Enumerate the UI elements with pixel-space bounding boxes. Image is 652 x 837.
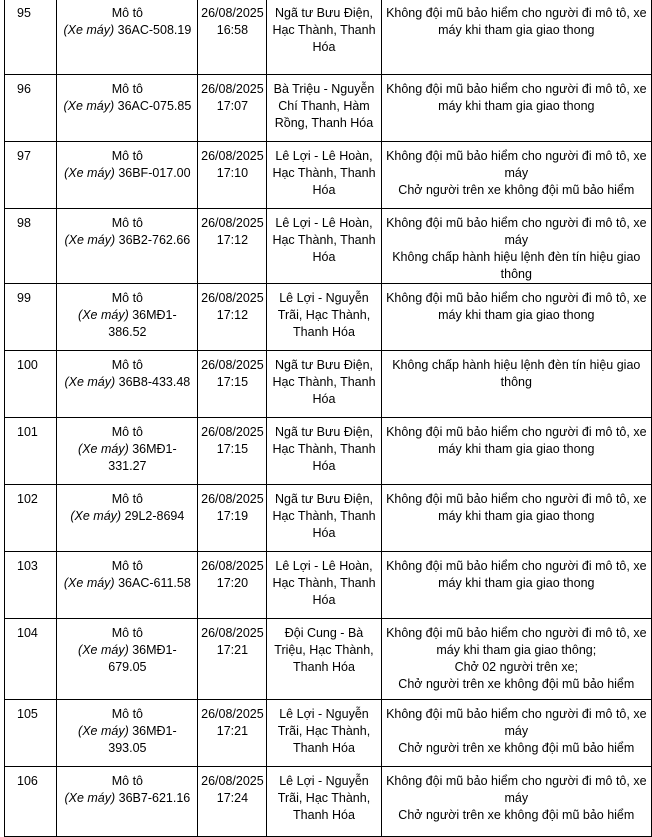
vehicle-type-plate [59, 441, 195, 475]
location-line: Hạc Thành, Thanh [272, 375, 376, 389]
location-line: Hóa [312, 40, 336, 54]
row-number: 103 [17, 559, 38, 573]
license-plate: 36B8-433.48 [118, 375, 191, 389]
vehicle-cell [57, 418, 198, 485]
vehicle-type-plate [59, 723, 195, 757]
location-line: Hạc Thành, Thanh [272, 233, 376, 247]
datetime-cell [198, 552, 267, 619]
location-cell [267, 142, 381, 209]
location-line: Ngã tư Bưu Điện, [274, 492, 373, 506]
violation-line: Chở người trên xe không đội mũ bảo hiểm [398, 677, 635, 691]
row-number-cell [5, 767, 57, 837]
datetime-cell [198, 418, 267, 485]
vehicle-type-plate [59, 22, 195, 39]
violation-cell [381, 0, 651, 75]
location-line: Lê Lợi - Lê Hoàn, [275, 559, 373, 573]
location-line: Hạc Thành, Thanh [272, 442, 376, 456]
location-line: Lê Lợi - Lê Hoàn, [275, 216, 373, 230]
license-plate: 36AC-508.19 [117, 23, 192, 37]
datetime-cell [198, 142, 267, 209]
row-number: 98 [17, 216, 31, 230]
violation-line: Chở người trên xe không đội mũ bảo hiểm [398, 741, 635, 755]
vehicle-kind: Mô tô [111, 291, 143, 305]
row-number: 96 [17, 82, 31, 96]
violation-line: Không đội mũ bảo hiểm cho người đi mô tô, xe [386, 626, 647, 640]
location-line: Chí Thanh, Hàm [278, 99, 370, 113]
vehicle-type-plate [59, 508, 195, 525]
datetime-cell [198, 209, 267, 284]
vehicle-type: (Xe máy) [63, 99, 115, 113]
location-line: Hạc Thành, Thanh [272, 509, 376, 523]
vehicle-cell [57, 142, 198, 209]
table-row [5, 418, 652, 485]
violation-cell [381, 142, 651, 209]
violations-table-body [5, 0, 652, 837]
row-number: 100 [17, 358, 38, 372]
violation-time: 17:21 [216, 643, 249, 657]
license-plate: 36BF-017.00 [118, 166, 191, 180]
violation-date: 26/08/2025 [201, 626, 264, 640]
violation-cell [381, 552, 651, 619]
license-plate: 36MĐ1-393.05 [108, 724, 177, 755]
violation-line: Không đội mũ bảo hiểm cho người đi mô tô, xe [386, 291, 647, 305]
violation-time: 17:15 [216, 442, 249, 456]
vehicle-type: (Xe máy) [78, 308, 129, 322]
row-number-cell [5, 209, 57, 284]
row-number: 102 [17, 492, 38, 506]
vehicle-type: (Xe máy) [64, 233, 116, 247]
table-row [5, 284, 652, 351]
location-line: Bà Triệu - Nguyễn [273, 82, 375, 96]
row-number-cell [5, 552, 57, 619]
row-number: 106 [17, 774, 38, 788]
location-line: Thanh Hóa [293, 741, 355, 755]
location-line: Trãi, Hạc Thành, [277, 308, 371, 322]
violation-cell [381, 485, 651, 552]
location-line: Lê Lợi - Nguyễn [279, 774, 369, 788]
row-number-cell [5, 418, 57, 485]
location-cell [267, 485, 381, 552]
row-number-cell [5, 619, 57, 700]
violation-line: Không chấp hành hiệu lệnh đèn tín hiệu giao thông [392, 250, 641, 281]
violation-line: máy [504, 166, 529, 180]
table-row [5, 767, 652, 837]
vehicle-kind: Mô tô [111, 626, 143, 640]
row-number-cell [5, 351, 57, 418]
violation-line: Không đội mũ bảo hiểm cho người đi mô tô, xe [386, 559, 647, 573]
violation-time: 17:19 [216, 509, 249, 523]
violation-time: 17:07 [216, 99, 249, 113]
location-cell [267, 767, 381, 837]
table-row [5, 142, 652, 209]
location-line: Hóa [312, 459, 336, 473]
vehicle-kind: Mô tô [111, 559, 143, 573]
violation-date: 26/08/2025 [201, 82, 264, 96]
location-cell [267, 700, 381, 767]
vehicle-kind: Mô tô [111, 6, 143, 20]
violation-line: Không đội mũ bảo hiểm cho người đi mô tô, xe [386, 149, 647, 163]
violation-line: máy [504, 791, 529, 805]
vehicle-type: (Xe máy) [64, 166, 115, 180]
datetime-cell [198, 0, 267, 75]
violation-date: 26/08/2025 [201, 774, 264, 788]
row-number-cell [5, 142, 57, 209]
row-number: 101 [17, 425, 38, 439]
violation-time: 17:12 [216, 308, 249, 322]
violation-date: 26/08/2025 [201, 492, 264, 506]
violation-line: Không đội mũ bảo hiểm cho người đi mô tô, xe [386, 774, 647, 788]
row-number: 95 [17, 6, 31, 20]
violation-time: 17:20 [216, 576, 249, 590]
violation-line: Không đội mũ bảo hiểm cho người đi mô tô, xe [386, 82, 647, 96]
location-line: Ngã tư Bưu Điện, [274, 358, 373, 372]
violation-line: máy khi tham gia giao thong [438, 23, 595, 37]
violation-cell [381, 209, 651, 284]
violation-line: Không đội mũ bảo hiểm cho người đi mô tô, xe [386, 425, 647, 439]
location-line: Hạc Thành, Thanh [272, 23, 376, 37]
violation-line: máy khi tham gia giao thong [438, 442, 595, 456]
violation-cell [381, 284, 651, 351]
violation-line: Không đội mũ bảo hiểm cho người đi mô tô, xe [386, 216, 647, 230]
location-line: Hạc Thành, Thanh [272, 576, 376, 590]
location-cell [267, 351, 381, 418]
row-number: 104 [17, 626, 38, 640]
location-cell [267, 75, 381, 142]
vehicle-cell [57, 284, 198, 351]
location-line: Lê Lợi - Lê Hoàn, [275, 149, 373, 163]
location-line: Lê Lợi - Nguyễn [279, 707, 369, 721]
violation-cell [381, 619, 651, 700]
vehicle-kind: Mô tô [111, 358, 143, 372]
datetime-cell [198, 485, 267, 552]
violation-line: máy [504, 233, 529, 247]
violation-line: Chở 02 người trên xe; [454, 660, 579, 674]
table-row [5, 209, 652, 284]
license-plate: 36B7-621.16 [118, 791, 191, 805]
violation-line: máy khi tham gia giao thông; [436, 643, 597, 657]
location-line: Hóa [312, 183, 336, 197]
violation-date: 26/08/2025 [201, 707, 264, 721]
table-row [5, 351, 652, 418]
vehicle-type-plate [59, 374, 195, 391]
vehicle-kind: Mô tô [111, 216, 143, 230]
violation-line: máy khi tham gia giao thong [438, 576, 595, 590]
violation-line: Không đội mũ bảo hiểm cho người đi mô tô, xe [386, 492, 647, 506]
vehicle-type: (Xe máy) [78, 643, 129, 657]
location-line: Thanh Hóa [293, 660, 355, 674]
location-cell [267, 0, 381, 75]
violation-line: Không đội mũ bảo hiểm cho người đi mô tô, xe [386, 707, 647, 721]
location-line: Rồng, Thanh Hóa [274, 116, 374, 130]
license-plate: 36B2-762.66 [118, 233, 191, 247]
vehicle-kind: Mô tô [111, 149, 143, 163]
license-plate: 29L2-8694 [124, 509, 185, 523]
table-row [5, 75, 652, 142]
location-line: Ngã tư Bưu Điện, [274, 6, 373, 20]
license-plate: 36MĐ1-386.52 [108, 308, 177, 339]
violation-time: 17:21 [216, 724, 249, 738]
location-line: Trãi, Hạc Thành, [277, 791, 371, 805]
violation-date: 26/08/2025 [201, 425, 264, 439]
datetime-cell [198, 284, 267, 351]
vehicle-type: (Xe máy) [78, 442, 129, 456]
violation-line: Chở người trên xe không đội mũ bảo hiểm [398, 808, 635, 822]
violation-line: máy khi tham gia giao thong [438, 308, 595, 322]
vehicle-cell [57, 485, 198, 552]
location-line: Ngã tư Bưu Điện, [274, 425, 373, 439]
violation-date: 26/08/2025 [201, 559, 264, 573]
row-number-cell [5, 75, 57, 142]
vehicle-cell [57, 351, 198, 418]
datetime-cell [198, 75, 267, 142]
vehicle-type: (Xe máy) [78, 724, 129, 738]
violation-date: 26/08/2025 [201, 358, 264, 372]
license-plate: 36AC-075.85 [117, 99, 192, 113]
vehicle-type: (Xe máy) [63, 576, 115, 590]
vehicle-cell [57, 75, 198, 142]
location-line: Hóa [312, 526, 336, 540]
location-line: Đội Cung - Bà [284, 626, 364, 640]
vehicle-type: (Xe máy) [63, 23, 115, 37]
vehicle-cell [57, 209, 198, 284]
location-line: Lê Lợi - Nguyễn [279, 291, 369, 305]
table-row [5, 619, 652, 700]
datetime-cell [198, 619, 267, 700]
vehicle-cell [57, 767, 198, 837]
violation-date: 26/08/2025 [201, 6, 264, 20]
datetime-cell [198, 767, 267, 837]
violation-line: Không đội mũ bảo hiểm cho người đi mô tô, xe [386, 6, 647, 20]
violation-cell [381, 767, 651, 837]
violation-time: 17:24 [216, 791, 249, 805]
violation-time: 17:12 [216, 233, 249, 247]
vehicle-type-plate [59, 642, 195, 676]
violation-date: 26/08/2025 [201, 291, 264, 305]
violation-line: Chở người trên xe không đội mũ bảo hiểm [398, 183, 635, 197]
violation-line: Không chấp hành hiệu lệnh đèn tín hiệu giao thông [392, 358, 641, 389]
violation-date: 26/08/2025 [201, 149, 264, 163]
violation-cell [381, 75, 651, 142]
row-number: 97 [17, 149, 31, 163]
violation-date: 26/08/2025 [201, 216, 264, 230]
location-cell [267, 418, 381, 485]
vehicle-type-plate [59, 165, 195, 182]
vehicle-kind: Mô tô [111, 774, 143, 788]
license-plate: 36AC-611.58 [118, 576, 191, 590]
table-row [5, 0, 652, 75]
vehicle-kind: Mô tô [111, 425, 143, 439]
location-cell [267, 209, 381, 284]
location-line: Thanh Hóa [293, 808, 355, 822]
location-line: Hóa [312, 392, 336, 406]
location-line: Triệu, Hạc Thành, [274, 643, 374, 657]
violation-time: 17:15 [216, 375, 249, 389]
vehicle-kind: Mô tô [111, 707, 143, 721]
location-line: Trãi, Hạc Thành, [277, 724, 371, 738]
violations-table [4, 0, 652, 837]
row-number-cell [5, 284, 57, 351]
violation-cell [381, 351, 651, 418]
violation-line: máy [504, 724, 529, 738]
row-number-cell [5, 485, 57, 552]
table-row [5, 700, 652, 767]
violation-cell [381, 418, 651, 485]
vehicle-type: (Xe máy) [64, 791, 116, 805]
row-number: 105 [17, 707, 38, 721]
row-number-cell [5, 700, 57, 767]
location-cell [267, 552, 381, 619]
datetime-cell [198, 351, 267, 418]
location-line: Hạc Thành, Thanh [272, 166, 376, 180]
license-plate: 36MĐ1-679.05 [108, 643, 177, 674]
location-cell [267, 284, 381, 351]
vehicle-kind: Mô tô [111, 492, 143, 506]
row-number: 99 [17, 291, 31, 305]
violation-line: máy khi tham gia giao thong [438, 99, 595, 113]
vehicle-cell [57, 552, 198, 619]
license-plate: 36MĐ1-331.27 [108, 442, 177, 473]
vehicle-type: (Xe máy) [64, 375, 116, 389]
location-line: Hóa [312, 250, 336, 264]
violation-time: 17:10 [216, 166, 249, 180]
vehicle-type-plate [59, 232, 195, 249]
vehicle-type-plate [59, 98, 195, 115]
location-line: Thanh Hóa [293, 325, 355, 339]
datetime-cell [198, 700, 267, 767]
vehicle-cell [57, 0, 198, 75]
violation-cell [381, 700, 651, 767]
vehicle-kind: Mô tô [111, 82, 143, 96]
violation-time: 16:58 [216, 23, 249, 37]
location-line: Hóa [312, 593, 336, 607]
row-number-cell [5, 0, 57, 75]
table-row [5, 552, 652, 619]
vehicle-type-plate [59, 575, 195, 592]
vehicle-cell [57, 700, 198, 767]
vehicle-type-plate [59, 790, 195, 807]
location-cell [267, 619, 381, 700]
vehicle-type-plate [59, 307, 195, 341]
vehicle-type: (Xe máy) [70, 509, 122, 523]
violation-line: máy khi tham gia giao thong [438, 509, 595, 523]
table-row [5, 485, 652, 552]
vehicle-cell [57, 619, 198, 700]
